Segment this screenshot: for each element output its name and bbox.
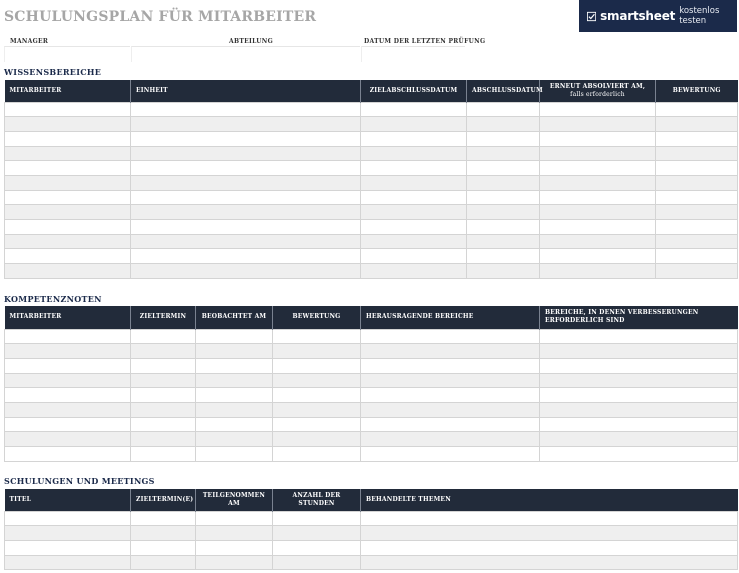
table-row [5,432,738,447]
table-cell[interactable] [5,388,131,403]
table-cell[interactable] [540,402,738,417]
table-cell[interactable] [273,402,361,417]
col-verbesserungsbereiche: BEREICHE, IN DENEN VERBESSERUNGEN ERFORDERLICH SIND [540,306,738,329]
table-cell[interactable] [131,190,361,205]
table-cell[interactable] [656,190,738,205]
table-row [5,555,738,570]
table-cell[interactable] [5,249,131,264]
table-cell[interactable] [273,358,361,373]
page-title: SCHULUNGSPLAN FÜR MITARBEITER [4,9,317,25]
table-cell[interactable] [5,344,131,359]
col-erneut-absolviert-label: ERNEUT ABSOLVIERT AM, [549,82,646,90]
table-cell[interactable] [361,117,467,132]
table-cell[interactable] [273,526,361,541]
table-cell[interactable] [540,432,738,447]
table-cell[interactable] [467,190,540,205]
table-cell[interactable] [196,511,273,526]
table-cell[interactable] [5,117,131,132]
table-cell[interactable] [656,175,738,190]
table-cell[interactable] [540,447,738,462]
table-cell[interactable] [131,117,361,132]
table-cell[interactable] [5,146,131,161]
table-row [5,388,738,403]
col-erneut-absolviert [540,80,656,102]
table-cell[interactable] [131,344,196,359]
table-cell[interactable] [656,146,738,161]
table-cell[interactable] [540,358,738,373]
check-icon [587,11,596,22]
section-title-wissen: WISSENSBEREICHE [4,67,102,77]
table-cell[interactable] [656,161,738,176]
table-cell[interactable] [361,175,467,190]
table-cell[interactable] [540,117,656,132]
department-field[interactable] [131,46,360,62]
table-cell[interactable] [361,146,467,161]
table-cell[interactable] [131,432,196,447]
table-cell[interactable] [467,264,540,279]
table-cell[interactable] [540,234,656,249]
table-cell[interactable] [361,161,467,176]
table-cell[interactable] [361,526,738,541]
section-title-kompetenz: KOMPETENZNOTEN [4,294,102,304]
table-row [5,161,738,176]
col-einheit: EINHEIT [131,80,361,102]
table-cell[interactable] [5,329,131,344]
table-cell[interactable] [656,117,738,132]
table-cell[interactable] [361,190,467,205]
table-cell[interactable] [273,344,361,359]
table-cell[interactable] [467,249,540,264]
table-cell[interactable] [467,161,540,176]
table-cell[interactable] [467,234,540,249]
table-cell[interactable] [196,555,273,570]
table-row [5,131,738,146]
table-cell[interactable] [361,447,540,462]
table-row [5,234,738,249]
table-row [5,358,738,373]
table-cell[interactable] [5,358,131,373]
manager-label: MANAGER [10,38,49,45]
table-cell[interactable] [5,131,131,146]
table-cell[interactable] [5,220,131,235]
table-cell[interactable] [131,447,196,462]
table-row [5,344,738,359]
table-cell[interactable] [361,131,467,146]
table-row [5,205,738,220]
table-cell[interactable] [196,388,273,403]
table-cell[interactable] [196,344,273,359]
col-teilgenommen-am: TEILGENOMMEN AM [196,489,273,511]
table-cell[interactable] [361,220,467,235]
table-row [5,117,738,132]
table-cell[interactable] [467,220,540,235]
table-cell[interactable] [361,511,738,526]
table-cell[interactable] [5,161,131,176]
table-cell[interactable] [361,249,467,264]
table-cell[interactable] [5,234,131,249]
table-cell[interactable] [361,373,540,388]
col-anzahl-stunden: ANZAHL DER STUNDEN [273,489,361,511]
table-cell[interactable] [131,388,196,403]
table-cell[interactable] [273,555,361,570]
table-cell[interactable] [131,526,196,541]
department-label: ABTEILUNG [229,38,274,45]
table-cell[interactable] [361,402,540,417]
table-cell[interactable] [131,329,196,344]
table-cell[interactable] [540,344,738,359]
table-cell[interactable] [540,388,738,403]
table-cell[interactable] [540,102,656,117]
knowledge-table [4,80,738,279]
table-cell[interactable] [361,102,467,117]
table-cell[interactable] [540,190,656,205]
table-cell[interactable] [5,447,131,462]
table-cell[interactable] [131,511,196,526]
table-row [5,447,738,462]
table-cell[interactable] [131,402,196,417]
col-beobachtet-am: BEOBACHTET AM [196,306,273,329]
table-cell[interactable] [131,540,196,555]
table-cell[interactable] [131,373,196,388]
table-cell[interactable] [273,540,361,555]
table-cell[interactable] [196,358,273,373]
table-row [5,402,738,417]
table-row [5,511,738,526]
table-row [5,264,738,279]
table-cell[interactable] [656,205,738,220]
table-cell[interactable] [467,131,540,146]
table-cell[interactable] [131,417,196,432]
table-cell[interactable] [540,329,738,344]
table-cell[interactable] [196,447,273,462]
table-row [5,220,738,235]
table-cell[interactable] [196,402,273,417]
table-cell[interactable] [196,540,273,555]
table-cell[interactable] [361,264,467,279]
table-cell[interactable] [131,555,196,570]
table-cell[interactable] [5,540,131,555]
table-cell[interactable] [196,417,273,432]
table-cell[interactable] [361,329,540,344]
table-cell[interactable] [540,161,656,176]
table-row [5,102,738,117]
col-erneut-absolviert-subtitle: falls erforderlich [570,90,625,98]
table-row [5,373,738,388]
table-cell[interactable] [5,402,131,417]
competency-table [4,306,738,462]
table-cell[interactable] [540,220,656,235]
table-cell[interactable] [656,131,738,146]
table-cell[interactable] [361,344,540,359]
last-review-field[interactable] [361,46,465,62]
table-cell[interactable] [131,220,361,235]
table-cell[interactable] [540,205,656,220]
table-cell[interactable] [273,447,361,462]
table-row [5,190,738,205]
table-row [5,417,738,432]
section-title-schulungen: SCHULUNGEN UND MEETINGS [4,476,155,486]
col-bewertung: BEWERTUNG [656,80,738,102]
table-cell[interactable] [467,117,540,132]
col-zieltermin: ZIELTERMIN [131,306,196,329]
table-cell[interactable] [131,131,361,146]
table-cell[interactable] [656,264,738,279]
table-cell[interactable] [361,540,738,555]
table-cell[interactable] [361,205,467,220]
table-cell[interactable] [5,511,131,526]
table-cell[interactable] [131,234,361,249]
table-cell[interactable] [467,102,540,117]
table-cell[interactable] [5,102,131,117]
col-abschlussdatum: ABSCHLUSSDATUM [467,80,540,102]
col-zielabschlussdatum: ZIELABSCHLUSSDATUM [361,80,467,102]
col-herausragende-bereiche: HERAUSRAGENDE BEREICHE [361,306,540,329]
table-row [5,329,738,344]
table-cell[interactable] [656,234,738,249]
table-cell[interactable] [273,388,361,403]
table-cell[interactable] [273,511,361,526]
col-mitarbeiter: MITARBEITER [5,306,131,329]
manager-field[interactable] [4,46,130,62]
table-cell[interactable] [656,102,738,117]
table-cell[interactable] [196,526,273,541]
table-cell[interactable] [273,373,361,388]
table-cell[interactable] [131,161,361,176]
table-cell[interactable] [131,205,361,220]
table-cell[interactable] [540,146,656,161]
table-cell[interactable] [467,205,540,220]
table-cell[interactable] [5,175,131,190]
table-cell[interactable] [5,205,131,220]
table-cell[interactable] [196,329,273,344]
table-cell[interactable] [361,388,540,403]
last-review-label: DATUM DER LETZTEN PRÜFUNG [364,38,486,45]
table-cell[interactable] [656,249,738,264]
table-cell[interactable] [361,432,540,447]
table-cell[interactable] [467,146,540,161]
table-cell[interactable] [5,373,131,388]
table-cell[interactable] [540,175,656,190]
trainings-table [4,489,738,570]
table-cell[interactable] [467,175,540,190]
table-cell[interactable] [5,417,131,432]
table-cell[interactable] [273,417,361,432]
table-cell[interactable] [361,234,467,249]
table-cell[interactable] [131,264,361,279]
table-row [5,146,738,161]
table-cell[interactable] [131,175,361,190]
table-cell[interactable] [5,526,131,541]
table-cell[interactable] [273,329,361,344]
table-cell[interactable] [273,432,361,447]
brand-name: smartsheet [600,9,676,23]
table-cell[interactable] [131,146,361,161]
table-cell[interactable] [5,555,131,570]
table-cell[interactable] [5,264,131,279]
col-mitarbeiter: MITARBEITER [5,80,131,102]
table-cell[interactable] [540,264,656,279]
table-cell[interactable] [196,373,273,388]
table-cell[interactable] [131,249,361,264]
trial-link[interactable]: kostenlos testen [679,6,720,26]
table-cell[interactable] [196,432,273,447]
table-cell[interactable] [131,102,361,117]
table-row [5,175,738,190]
table-cell[interactable] [361,555,738,570]
table-row [5,249,738,264]
table-cell[interactable] [540,417,738,432]
table-cell[interactable] [361,417,540,432]
table-cell[interactable] [656,220,738,235]
col-bewertung: BEWERTUNG [273,306,361,329]
table-row [5,540,738,555]
table-cell[interactable] [5,190,131,205]
table-cell[interactable] [540,131,656,146]
col-behandelte-themen: BEHANDELTE THEMEN [361,489,738,511]
table-row [5,526,738,541]
smartsheet-trial-banner[interactable] [579,0,737,32]
table-cell[interactable] [5,432,131,447]
table-cell[interactable] [540,249,656,264]
table-cell[interactable] [540,373,738,388]
table-cell[interactable] [361,358,540,373]
table-cell[interactable] [131,358,196,373]
col-zieltermine: ZIELTERMIN(E) [131,489,196,511]
col-titel: TITEL [5,489,131,511]
